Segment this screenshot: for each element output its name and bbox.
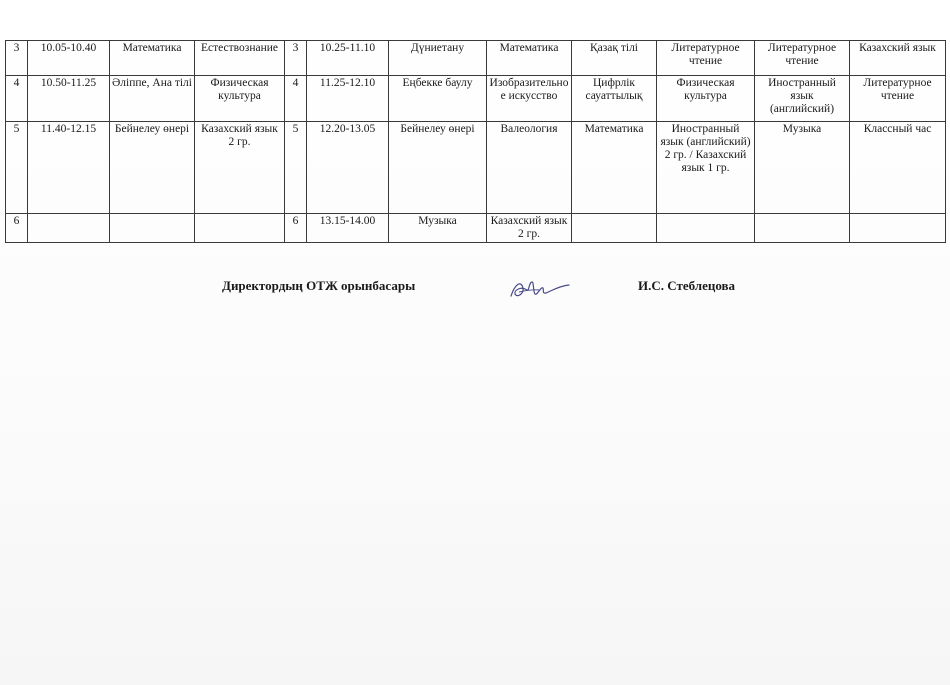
subject-cell: Цифрлік сауаттылық: [572, 76, 657, 122]
lesson-time: 11.25-12.10: [307, 76, 389, 122]
subject-cell: Изобразительное искусство: [487, 76, 572, 122]
signature-block: [0, 274, 950, 304]
subject-cell: Математика: [487, 41, 572, 76]
subject-cell: [572, 214, 657, 243]
subject-cell: Казахский язык 2 гр.: [195, 122, 285, 214]
subject-cell: Математика: [110, 41, 195, 76]
subject-cell: Математика: [572, 122, 657, 214]
schedule-table: [5, 40, 946, 243]
subject-cell: Қазақ тілі: [572, 41, 657, 76]
lesson-number: 3: [285, 41, 307, 76]
subject-cell: Еңбекке баулу: [389, 76, 487, 122]
position-title: Директордың ОТЖ орынбасары: [222, 278, 416, 293]
lesson-number: 4: [6, 76, 28, 122]
subject-cell: [195, 214, 285, 243]
lesson-time: 12.20-13.05: [307, 122, 389, 214]
subject-cell: Естествознание: [195, 41, 285, 76]
subject-cell: Казахский язык: [850, 41, 946, 76]
lesson-number: 6: [6, 214, 28, 243]
subject-cell: Литературное чтение: [755, 41, 850, 76]
table-row: [6, 76, 946, 122]
subject-cell: Иностранный язык (английский) 2 гр. / Казахский язык 1 гр.: [657, 122, 755, 214]
subject-cell: Дүниетану: [389, 41, 487, 76]
lesson-time: 13.15-14.00: [307, 214, 389, 243]
table-row: [6, 214, 946, 243]
table-row: [6, 122, 946, 214]
lesson-time: 10.05-10.40: [28, 41, 110, 76]
subject-cell: Музыка: [755, 122, 850, 214]
subject-cell: Физическая культура: [195, 76, 285, 122]
lesson-time: 10.50-11.25: [28, 76, 110, 122]
lesson-number: 5: [285, 122, 307, 214]
subject-cell: Валеология: [487, 122, 572, 214]
subject-cell: [110, 214, 195, 243]
subject-cell: Бейнелеу өнері: [389, 122, 487, 214]
subject-cell: Физическая культура: [657, 76, 755, 122]
subject-cell: [657, 214, 755, 243]
subject-cell: Классный час: [850, 122, 946, 214]
signer-name: И.С. Стеблецова: [638, 278, 736, 293]
lesson-time: [28, 214, 110, 243]
lesson-time: 11.40-12.15: [28, 122, 110, 214]
subject-cell: Әліппе, Ана тілі: [110, 76, 195, 122]
subject-cell: Музыка: [389, 214, 487, 243]
subject-cell: Казахский язык 2 гр.: [487, 214, 572, 243]
lesson-time: 10.25-11.10: [307, 41, 389, 76]
subject-cell: Литературное чтение: [850, 76, 946, 122]
subject-cell: Иностранный язык (английский): [755, 76, 850, 122]
lesson-number: 3: [6, 41, 28, 76]
subject-cell: [850, 214, 946, 243]
lesson-number: 4: [285, 76, 307, 122]
subject-cell: Бейнелеу өнері: [110, 122, 195, 214]
subject-cell: Литературное чтение: [657, 41, 755, 76]
lesson-number: 5: [6, 122, 28, 214]
handwritten-signature: [505, 274, 575, 310]
table-row: [6, 41, 946, 76]
lesson-number: 6: [285, 214, 307, 243]
subject-cell: [755, 214, 850, 243]
